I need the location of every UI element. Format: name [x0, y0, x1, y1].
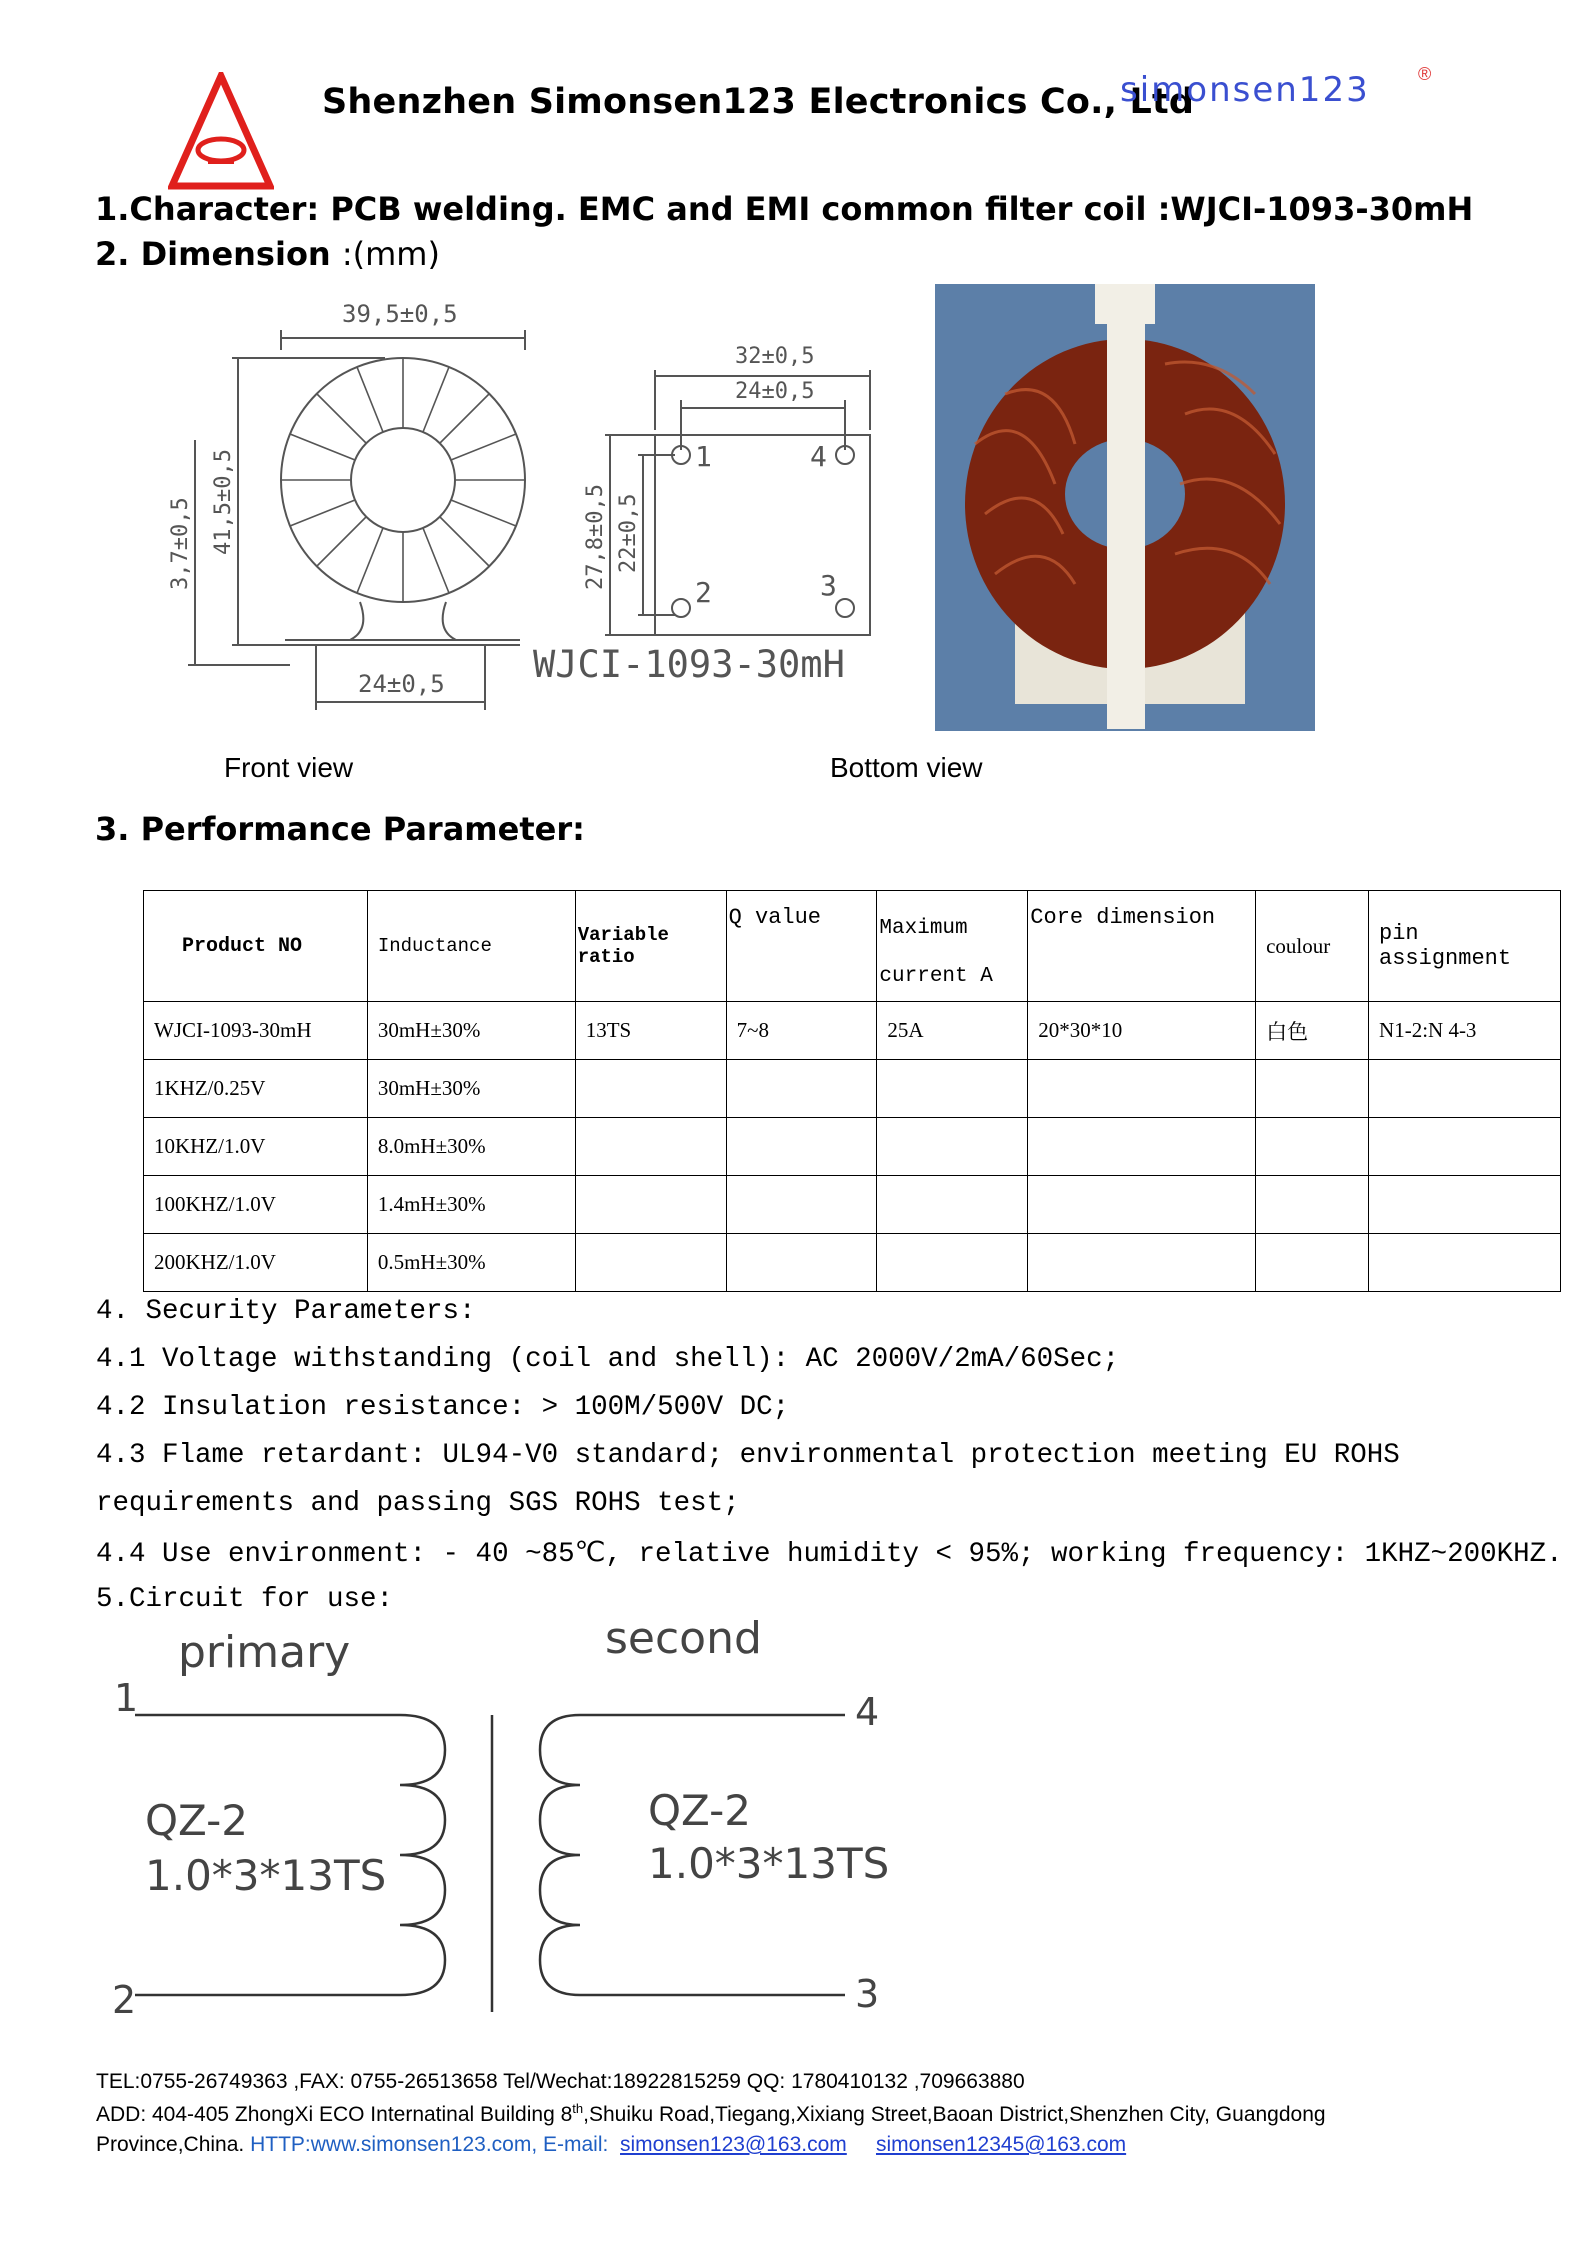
front-height-label: 41,5±0,5: [211, 449, 236, 555]
cell-inductance: 0.5mH±30%: [367, 1234, 575, 1292]
pin-3-label: 3: [855, 1972, 880, 2016]
security-item: 4.3 Flame retardant: UL94-V0 standard; environmental protection meeting EU ROHS: [96, 1440, 1400, 1471]
table-row: [144, 1234, 1561, 1292]
bottom-pin2-label: 2: [695, 576, 712, 609]
table-row: [144, 1060, 1561, 1118]
pin-4-label: 4: [855, 1690, 880, 1734]
caption-front-view: Front view: [224, 752, 354, 783]
cell-condition: 1KHZ/0.25V: [144, 1060, 368, 1118]
cell-q: 7~8: [726, 1002, 877, 1060]
bottom-width-label: 32±0,5: [735, 344, 815, 369]
front-width-label: 39,5±0,5: [342, 300, 458, 328]
email-link-1[interactable]: simonsen123@163.com: [620, 2133, 847, 2156]
footer-address-sup: th: [572, 2101, 584, 2116]
section-2-title-unit: :(mm): [341, 235, 440, 273]
performance-table: [143, 890, 1561, 1292]
part-number-label: WJCI-1093-30mH: [533, 643, 845, 686]
second-spec-2: 1.0*3*13TS: [648, 1839, 890, 1888]
table-row: [144, 1118, 1561, 1176]
header-variable-ratio: Variable ratio: [575, 891, 726, 1002]
footer-contact-line: TEL:0755-26749363 ,FAX: 0755-26513658 Tel/Wechat:18922815259 QQ: 1780410132 ,709663880: [96, 2070, 1025, 2093]
section-1-title: 1.Character: PCB welding. EMC and EMI common filter coil :WJCI-1093-30mH: [95, 190, 1474, 228]
bottom-inner-width-label: 24±0,5: [735, 379, 815, 404]
header-inductance: Inductance: [367, 891, 575, 1002]
brand-name: simonsen123: [1120, 70, 1370, 110]
second-label: second: [605, 1615, 762, 1664]
primary-label: primary: [178, 1627, 351, 1678]
security-item: 4.1 Voltage withstanding (coil and shell): AC 2000V/2mA/60Sec;: [96, 1344, 1120, 1375]
cell-pins: N1-2:N 4-3: [1369, 1002, 1561, 1060]
cell-inductance: 8.0mH±30%: [367, 1118, 575, 1176]
table-row: [144, 1002, 1561, 1060]
caption-bottom-view: Bottom view: [830, 752, 983, 783]
footer-web-line: [96, 2133, 1126, 2157]
cell-condition: 100KHZ/1.0V: [144, 1176, 368, 1234]
cell-condition: 200KHZ/1.0V: [144, 1234, 368, 1292]
section-3-title: 3. Performance Parameter:: [95, 810, 585, 848]
cell-inductance: 30mH±30%: [367, 1002, 575, 1060]
triangle-logo-icon: [168, 72, 274, 190]
cell-core: 20*30*10: [1028, 1002, 1256, 1060]
bottom-inner-height-label: 22±0,5: [616, 493, 641, 573]
primary-spec-2: 1.0*3*13TS: [145, 1851, 387, 1900]
footer-address-part1: ADD: 404-405 ZhongXi ECO Internatinal Building 8: [96, 2103, 573, 2126]
security-item: requirements and passing SGS ROHS test;: [96, 1488, 740, 1519]
registered-mark: ®: [1418, 64, 1432, 84]
bottom-pin3-label: 3: [820, 569, 837, 602]
pin-2-label: 2: [112, 1978, 137, 2022]
footer-address-line: [96, 2101, 1326, 2127]
section-4-title: 4. Security Parameters:: [96, 1296, 476, 1327]
security-item: 4.2 Insulation resistance: > 100M/500V DC;: [96, 1392, 790, 1423]
cell-inductance: 1.4mH±30%: [367, 1176, 575, 1234]
pin-1-label: 1: [114, 1676, 139, 1720]
cell-current: 25A: [877, 1002, 1028, 1060]
website-link[interactable]: HTTP:www.simonsen123.com, E-mail:: [250, 2133, 609, 2156]
company-name: Shenzhen Simonsen123 Electronics Co., Ltd: [322, 82, 1195, 122]
bottom-pin4-label: 4: [810, 440, 827, 473]
cell-colour: 白色: [1256, 1002, 1369, 1060]
cell-inductance: 30mH±30%: [367, 1060, 575, 1118]
table-header-row: [144, 891, 1561, 1002]
bottom-pin1-label: 1: [695, 440, 712, 473]
header-product-no: Product NO: [144, 891, 368, 1002]
dimension-drawing: [150, 290, 940, 730]
table-row: [144, 1176, 1561, 1234]
section-2-title: [95, 235, 440, 273]
cell-condition: 10KHZ/1.0V: [144, 1118, 368, 1176]
header-colour: coulour: [1256, 891, 1369, 1002]
section-2-title-bold: 2. Dimension: [95, 235, 331, 273]
footer-province: Province,China.: [96, 2133, 251, 2156]
footer-address-part2: ,Shuiku Road,Tiegang,Xixiang Street,Baoan District,Shenzhen City, Guangdong: [583, 2103, 1326, 2126]
email-link-2[interactable]: simonsen12345@163.com: [875, 2133, 1127, 2156]
section-5-title: 5.Circuit for use:: [96, 1584, 394, 1615]
base-height-label: 3,7±0,5: [168, 497, 193, 590]
circuit-diagram: [100, 1615, 920, 2025]
header-pin-assignment: pin assignment: [1369, 891, 1561, 1002]
cell-product: WJCI-1093-30mH: [144, 1002, 368, 1060]
header-core-dimension: Core dimension: [1028, 891, 1256, 1002]
security-item: 4.4 Use environment: - 40 ~85℃, relative humidity < 95%; working frequency: 1KHZ~200KHZ.: [96, 1539, 1563, 1570]
header-maximum-current: Maximum current A: [877, 891, 1028, 1002]
header-q-value: Q value: [726, 891, 877, 1002]
front-pin-spacing-label: 24±0,5: [358, 670, 445, 698]
bottom-height-label: 27,8±0,5: [583, 484, 608, 590]
cell-ratio: 13TS: [575, 1002, 726, 1060]
second-spec-1: QZ-2: [648, 1786, 751, 1835]
primary-spec-1: QZ-2: [145, 1796, 248, 1845]
coil-photo: [935, 284, 1315, 731]
